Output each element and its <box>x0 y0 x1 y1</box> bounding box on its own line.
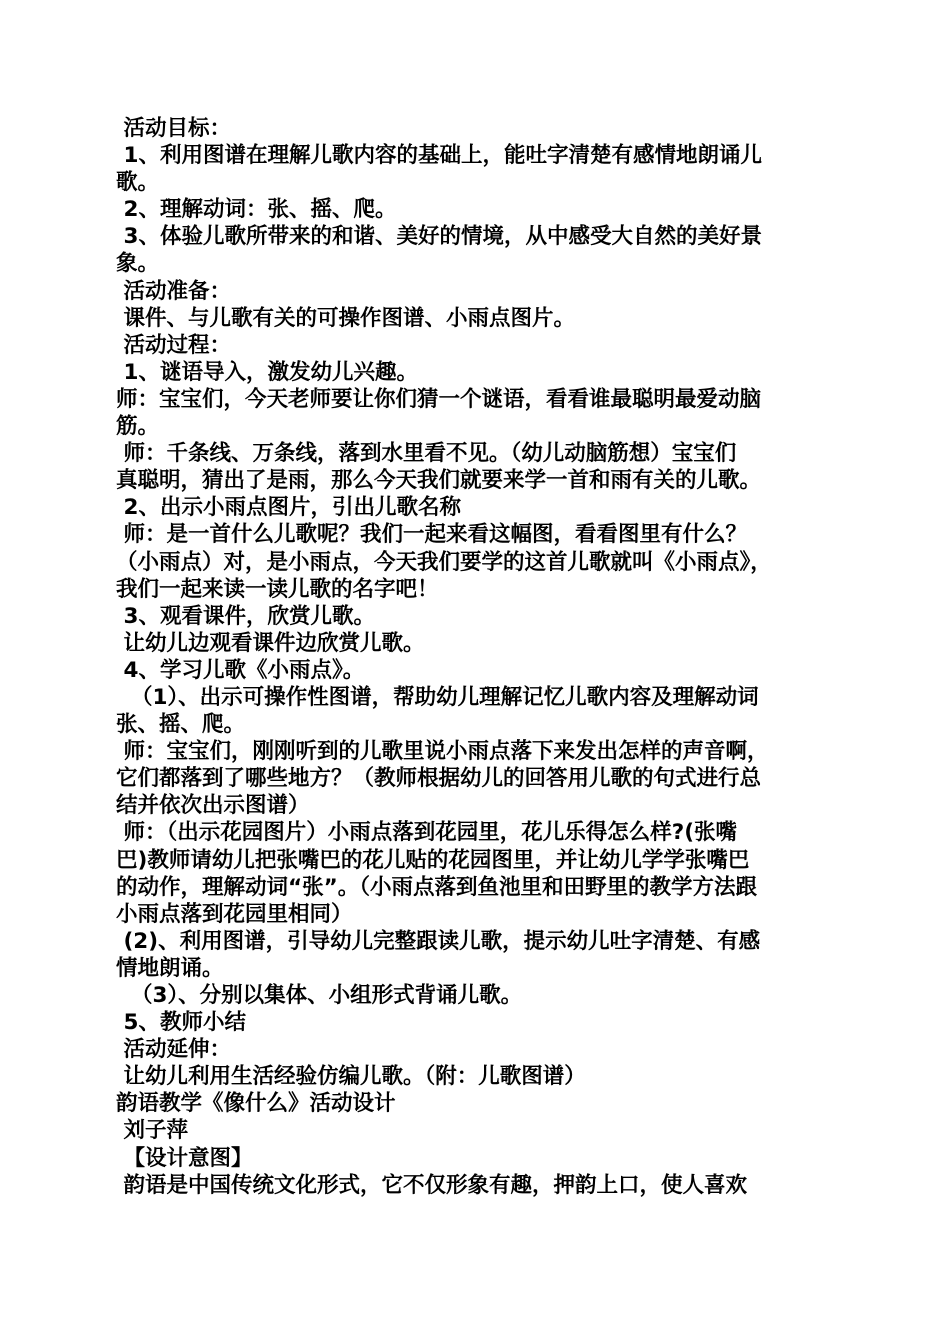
text-line: 5、教师小结 <box>116 1010 246 1036</box>
text-line: 师：宝宝们，今天老师要让你们猜一个谜语，看看谁最聪明最爱动脑 <box>116 386 762 412</box>
text-line: 活动准备： <box>116 278 231 304</box>
text-line: 4、学习儿歌《小雨点》。 <box>116 657 365 683</box>
text-line: 歌。 <box>116 170 160 196</box>
text-line: 活动目标： <box>116 116 231 141</box>
text-line: 师：（出示花园图片）小雨点落到花园里，花儿乐得怎么样?(张嘴 <box>116 820 738 846</box>
text-line: 师：是一首什么儿歌呢？我们一起来看这幅图，看看图里有什么？ <box>116 522 747 548</box>
text-line: 活动延伸： <box>116 1037 231 1063</box>
text-line: 3、体验儿歌所带来的和谐、美好的情境，从中感受大自然的美好景 <box>116 224 762 250</box>
text-line: (2)、利用图谱，引导幼儿完整跟读儿歌，提示幼儿吐字清楚、有感 <box>116 928 761 954</box>
text-line: 的动作，理解动词“张”。（小雨点落到鱼池里和田野里的教学方法跟 <box>116 874 758 900</box>
text-line: 2、理解动词：张、摇、爬。 <box>116 197 397 223</box>
text-line: 情地朗诵。 <box>116 955 224 981</box>
text-line: 师：宝宝们，刚刚听到的儿歌里说小雨点落下来发出怎样的声音啊， <box>116 739 769 765</box>
text-line: 韵语是中国传统文化形式，它不仅形象有趣，押韵上口，使人喜欢 <box>116 1172 747 1198</box>
document-body <box>116 115 838 1199</box>
text-line: 1、利用图谱在理解儿歌内容的基础上，能吐字清楚有感情地朗诵儿 <box>116 143 762 169</box>
text-line: 1、谜语导入，激发幼儿兴趣。 <box>116 359 418 385</box>
text-line: 【设计意图】 <box>116 1145 253 1171</box>
text-line: 3、观看课件，欣赏儿歌。 <box>116 603 375 629</box>
text-line: （3）、分别以集体、小组形式背诵儿歌。 <box>116 983 523 1008</box>
text-line: 巴)教师请幼儿把张嘴巴的花儿贴的花园图里，并让幼儿学学张嘴巴 <box>116 847 750 873</box>
text-line: 它们都落到了哪些地方？（教师根据幼儿的回答用儿歌的句式进行总 <box>116 766 762 792</box>
text-line: 象。 <box>116 251 160 277</box>
text-line: 让幼儿边观看课件边欣赏儿歌。 <box>116 630 425 656</box>
text-line: 张、摇、爬。 <box>116 712 246 738</box>
text-line: 师：千条线、万条线，落到水里看不见。（幼儿动脑筋想）宝宝们 <box>116 441 737 467</box>
text-line: 真聪明，猜出了是雨，那么今天我们就要来学一首和雨有关的儿歌。 <box>116 468 762 494</box>
text-line: 刘子萍 <box>116 1118 188 1144</box>
text-line: 结并依次出示图谱） <box>116 793 310 819</box>
text-line: 筋。 <box>116 414 160 440</box>
text-line: 活动过程： <box>116 332 231 358</box>
text-line: （1）、出示可操作性图谱，帮助幼儿理解记忆儿歌内容及理解动词 <box>116 684 759 710</box>
text-line: 课件、与儿歌有关的可操作图谱、小雨点图片。 <box>116 305 575 331</box>
text-line: 小雨点落到花园里相同） <box>116 901 353 927</box>
text-line: 2、出示小雨点图片，引出儿歌名称 <box>116 495 461 521</box>
text-line: 我们一起来读一读儿歌的名字吧！ <box>116 576 439 602</box>
text-line: 让幼儿利用生活经验仿编儿歌。（附：儿歌图谱） <box>116 1064 586 1090</box>
text-line: 韵语教学《像什么》活动设计 <box>116 1091 396 1117</box>
text-line: （小雨点）对，是小雨点，今天我们要学的这首儿歌就叫《小雨点》， <box>116 549 772 575</box>
